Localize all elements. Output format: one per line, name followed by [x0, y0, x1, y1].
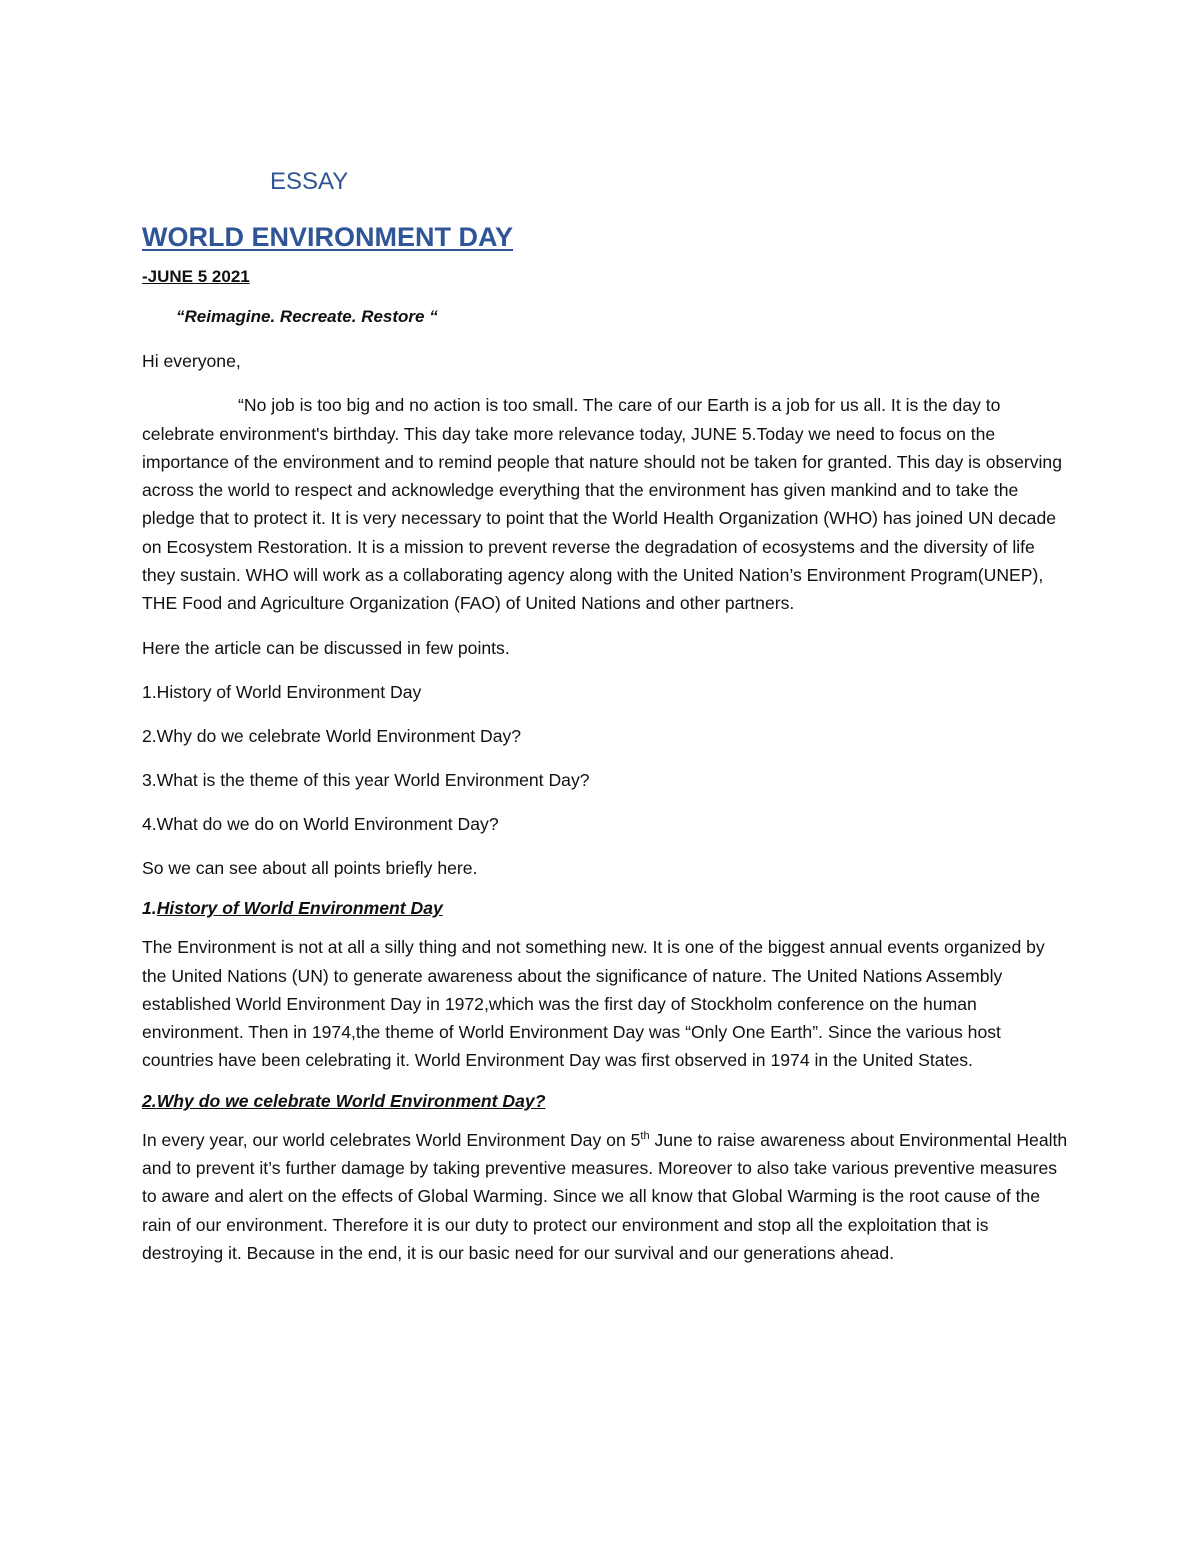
section-1-heading [142, 898, 1072, 919]
greeting: Hi everyone, [142, 351, 241, 371]
motto: “Reimagine. Recreate. Restore “ [176, 307, 438, 326]
essay-label: ESSAY [270, 168, 349, 195]
section-1-title: History of World Environment Day [156, 898, 443, 919]
document-title: WORLD ENVIRONMENT DAY [142, 222, 514, 252]
point-item: 2.Why do we celebrate World Environment Day? [142, 725, 522, 746]
section-2-number: 2. [142, 1090, 157, 1111]
section-2-heading [142, 1091, 1072, 1112]
points-outro: So we can see about all points briefly here. [142, 857, 478, 878]
point-item: 4.What do we do on World Environment Day? [142, 813, 499, 834]
point-item: 3.What is the theme of this year World Environment Day? [142, 769, 590, 790]
document-date: -JUNE 5 2021 [142, 267, 250, 286]
intro-paragraph: “No job is too big and no action is too small. The care of our Earth is a job for us all. It is the day to celebrate environment's birthday. This day take more relevance today, JUNE 5.Today we need to focus on the importance of the environment and to remind people that nature should not be taken for granted. This day is observing across the world to respect and acknowledge everything that the environment has given mankind and to take the pledge that to protect it. It is very necessary to point that the World Health Organization (WHO) has joined UN decade on Ecosystem Restoration. It is a mission to prevent reverse the degradation of ecosystems and the diversity of life they sustain. WHO will work as a collaborating agency along with the United Nation’s Environment Program(UNEP), THE Food and Agriculture Organization (FAO) of United Nations and other partners. [142, 395, 1063, 614]
section-1-body: The Environment is not at all a silly thing and not something new. It is one of the biggest annual events organized by the United Nations (UN) to generate awareness about the significance of nature. The United Nations Assembly established World Environment Day in 1972,which was the first day of Stockholm conference on the human environment. Then in 1974,the theme of World Environment Day was “Only One Earth”. Since the various host countries have been celebrating it. World Environment Day was first observed in 1974 in the United States. [142, 937, 1045, 1071]
section-2-body-rest: June to raise awareness about Environmental Health and to prevent it’s further damage by taking preventive measures. Moreover to also take various preventive measures to aware and alert on the effects of Global Warming. Since we all know that Global Warming is the root cause of the rain of our environment. Therefore it is our duty to protect our environment and stop all the exploitation that is destroying it. Because in the end, it is our basic need for our survival and our generations ahead. [142, 1129, 1068, 1263]
point-item: 1.History of World Environment Day [142, 681, 422, 702]
section-2-body-start: In every year, our world celebrates World Environment Day on 5 [142, 1129, 641, 1150]
points-intro: Here the article can be discussed in few points. [142, 637, 510, 658]
section-2-title: Why do we celebrate World Environment Day? [156, 1090, 546, 1111]
document-body [142, 168, 1072, 1283]
ordinal-suffix: th [640, 1129, 650, 1142]
section-1-number: 1. [142, 898, 157, 919]
section-2-body [142, 1126, 1072, 1267]
